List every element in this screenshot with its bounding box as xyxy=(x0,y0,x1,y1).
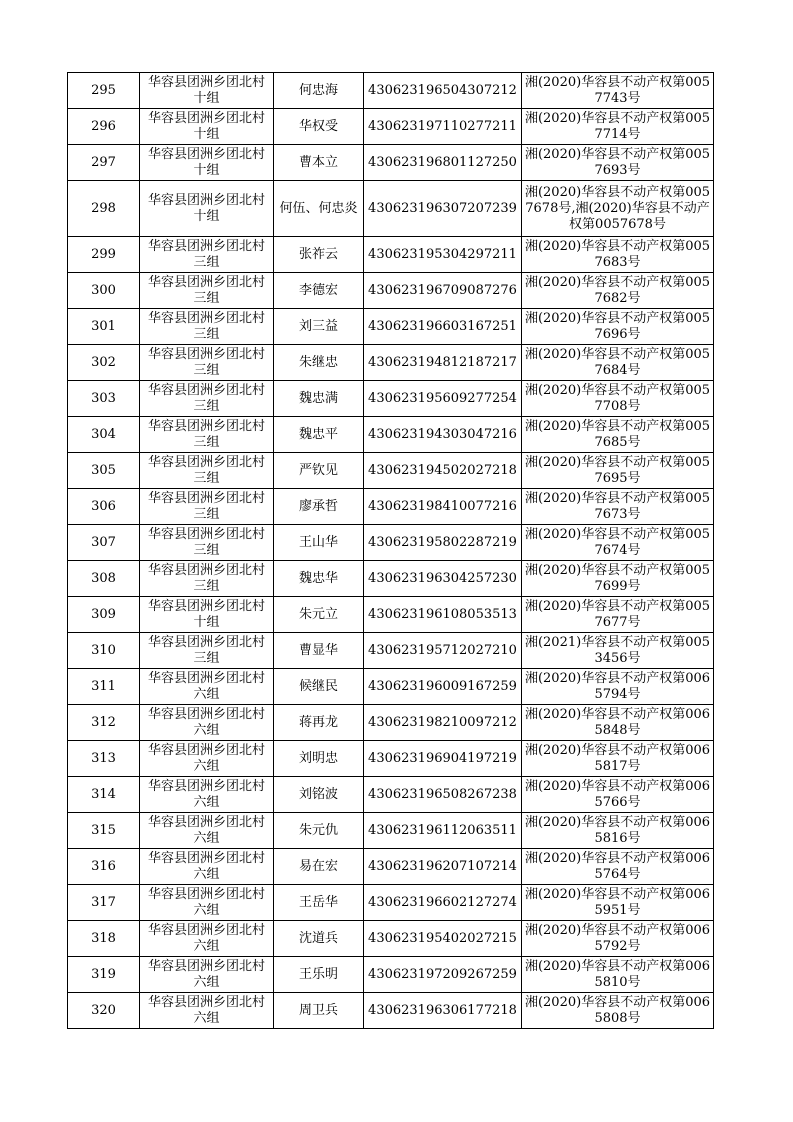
row-owner-name: 曹显华 xyxy=(274,633,364,669)
row-number: 312 xyxy=(68,705,140,741)
row-id-number: 430623195712027210 xyxy=(364,633,522,669)
row-owner-name: 朱元仇 xyxy=(274,813,364,849)
row-certificate-number: 湘(2020)华容县不动产权第0057708号 xyxy=(522,381,714,417)
row-id-number: 430623196904197219 xyxy=(364,741,522,777)
row-owner-name: 朱继忠 xyxy=(274,345,364,381)
row-owner-name: 魏忠华 xyxy=(274,561,364,597)
table-row xyxy=(68,741,714,777)
row-owner-name: 候继民 xyxy=(274,669,364,705)
row-address: 华容县团洲乡团北村三组 xyxy=(140,489,274,525)
row-address: 华容县团洲乡团北村三组 xyxy=(140,309,274,345)
row-id-number: 430623196603167251 xyxy=(364,309,522,345)
row-number: 316 xyxy=(68,849,140,885)
row-certificate-number: 湘(2020)华容县不动产权第0065816号 xyxy=(522,813,714,849)
row-address: 华容县团洲乡团北村六组 xyxy=(140,849,274,885)
row-certificate-number: 湘(2020)华容县不动产权第0065766号 xyxy=(522,777,714,813)
row-address: 华容县团洲乡团北村三组 xyxy=(140,237,274,273)
row-certificate-number: 湘(2020)华容县不动产权第0057677号 xyxy=(522,597,714,633)
row-certificate-number: 湘(2020)华容县不动产权第0057683号 xyxy=(522,237,714,273)
row-address: 华容县团洲乡团北村十组 xyxy=(140,109,274,145)
row-certificate-number: 湘(2020)华容县不动产权第0057685号 xyxy=(522,417,714,453)
row-certificate-number: 湘(2020)华容县不动产权第0065817号 xyxy=(522,741,714,777)
row-address: 华容县团洲乡团北村六组 xyxy=(140,777,274,813)
row-certificate-number: 湘(2020)华容县不动产权第0065951号 xyxy=(522,885,714,921)
table-row xyxy=(68,109,714,145)
row-number: 304 xyxy=(68,417,140,453)
row-address: 华容县团洲乡团北村三组 xyxy=(140,345,274,381)
row-certificate-number: 湘(2020)华容县不动产权第0057673号 xyxy=(522,489,714,525)
row-address: 华容县团洲乡团北村十组 xyxy=(140,597,274,633)
row-owner-name: 曹本立 xyxy=(274,145,364,181)
row-number: 305 xyxy=(68,453,140,489)
row-certificate-number: 湘(2020)华容县不动产权第0057743号 xyxy=(522,73,714,109)
table-row xyxy=(68,885,714,921)
row-address: 华容县团洲乡团北村六组 xyxy=(140,813,274,849)
table-row xyxy=(68,237,714,273)
row-address: 华容县团洲乡团北村三组 xyxy=(140,633,274,669)
row-owner-name: 严钦见 xyxy=(274,453,364,489)
table-row xyxy=(68,813,714,849)
row-id-number: 430623196602127274 xyxy=(364,885,522,921)
row-address: 华容县团洲乡团北村三组 xyxy=(140,561,274,597)
row-id-number: 430623196508267238 xyxy=(364,777,522,813)
row-number: 317 xyxy=(68,885,140,921)
row-certificate-number: 湘(2020)华容县不动产权第0057714号 xyxy=(522,109,714,145)
row-owner-name: 刘三益 xyxy=(274,309,364,345)
row-owner-name: 李德宏 xyxy=(274,273,364,309)
row-address: 华容县团洲乡团北村六组 xyxy=(140,705,274,741)
row-number: 309 xyxy=(68,597,140,633)
row-owner-name: 张祚云 xyxy=(274,237,364,273)
registry-table-body xyxy=(68,73,714,1029)
row-certificate-number: 湘(2020)华容县不动产权第0057674号 xyxy=(522,525,714,561)
row-address: 华容县团洲乡团北村六组 xyxy=(140,921,274,957)
table-row xyxy=(68,705,714,741)
row-number: 299 xyxy=(68,237,140,273)
row-owner-name: 华权受 xyxy=(274,109,364,145)
row-address: 华容县团洲乡团北村三组 xyxy=(140,525,274,561)
row-id-number: 430623195402027215 xyxy=(364,921,522,957)
table-row xyxy=(68,181,714,237)
row-number: 307 xyxy=(68,525,140,561)
row-number: 314 xyxy=(68,777,140,813)
table-row xyxy=(68,525,714,561)
row-number: 301 xyxy=(68,309,140,345)
row-certificate-number: 湘(2020)华容县不动产权第0065810号 xyxy=(522,957,714,993)
row-certificate-number: 湘(2020)华容县不动产权第0057684号 xyxy=(522,345,714,381)
row-number: 319 xyxy=(68,957,140,993)
row-number: 315 xyxy=(68,813,140,849)
row-id-number: 430623194812187217 xyxy=(364,345,522,381)
row-address: 华容县团洲乡团北村三组 xyxy=(140,453,274,489)
row-number: 296 xyxy=(68,109,140,145)
row-owner-name: 朱元立 xyxy=(274,597,364,633)
table-row xyxy=(68,597,714,633)
row-address: 华容县团洲乡团北村六组 xyxy=(140,741,274,777)
table-row xyxy=(68,633,714,669)
row-address: 华容县团洲乡团北村十组 xyxy=(140,145,274,181)
row-owner-name: 廖承哲 xyxy=(274,489,364,525)
table-row xyxy=(68,273,714,309)
row-number: 310 xyxy=(68,633,140,669)
row-address: 华容县团洲乡团北村六组 xyxy=(140,993,274,1029)
row-address: 华容县团洲乡团北村六组 xyxy=(140,957,274,993)
row-certificate-number: 湘(2021)华容县不动产权第0053456号 xyxy=(522,633,714,669)
row-id-number: 430623195802287219 xyxy=(364,525,522,561)
row-number: 308 xyxy=(68,561,140,597)
row-owner-name: 王山华 xyxy=(274,525,364,561)
row-number: 302 xyxy=(68,345,140,381)
row-id-number: 430623196306177218 xyxy=(364,993,522,1029)
row-owner-name: 魏忠满 xyxy=(274,381,364,417)
row-owner-name: 蒋再龙 xyxy=(274,705,364,741)
row-number: 306 xyxy=(68,489,140,525)
table-row xyxy=(68,921,714,957)
row-number: 297 xyxy=(68,145,140,181)
row-id-number: 430623196801127250 xyxy=(364,145,522,181)
row-certificate-number: 湘(2020)华容县不动产权第0065848号 xyxy=(522,705,714,741)
table-row xyxy=(68,309,714,345)
row-certificate-number: 湘(2020)华容县不动产权第0065794号 xyxy=(522,669,714,705)
table-row xyxy=(68,145,714,181)
row-id-number: 430623196207107214 xyxy=(364,849,522,885)
table-row xyxy=(68,849,714,885)
row-number: 295 xyxy=(68,73,140,109)
table-row xyxy=(68,345,714,381)
row-id-number: 430623198210097212 xyxy=(364,705,522,741)
row-certificate-number: 湘(2020)华容县不动产权第0065792号 xyxy=(522,921,714,957)
row-id-number: 430623196709087276 xyxy=(364,273,522,309)
table-row xyxy=(68,957,714,993)
row-certificate-number: 湘(2020)华容县不动产权第0057678号,湘(2020)华容县不动产权第0057678号 xyxy=(522,181,714,237)
table-row xyxy=(68,381,714,417)
row-id-number: 430623196307207239 xyxy=(364,181,522,237)
table-row xyxy=(68,73,714,109)
row-owner-name: 周卫兵 xyxy=(274,993,364,1029)
table-row xyxy=(68,561,714,597)
row-number: 318 xyxy=(68,921,140,957)
row-id-number: 430623197209267259 xyxy=(364,957,522,993)
row-address: 华容县团洲乡团北村十组 xyxy=(140,181,274,237)
row-address: 华容县团洲乡团北村十组 xyxy=(140,73,274,109)
row-number: 311 xyxy=(68,669,140,705)
row-owner-name: 刘明忠 xyxy=(274,741,364,777)
row-owner-name: 何伍、何忠炎 xyxy=(274,181,364,237)
table-row xyxy=(68,417,714,453)
registry-table xyxy=(67,72,714,1029)
row-certificate-number: 湘(2020)华容县不动产权第0057696号 xyxy=(522,309,714,345)
row-owner-name: 何忠海 xyxy=(274,73,364,109)
row-number: 298 xyxy=(68,181,140,237)
row-id-number: 430623194303047216 xyxy=(364,417,522,453)
row-certificate-number: 湘(2020)华容县不动产权第0057695号 xyxy=(522,453,714,489)
row-address: 华容县团洲乡团北村三组 xyxy=(140,381,274,417)
row-address: 华容县团洲乡团北村六组 xyxy=(140,885,274,921)
row-certificate-number: 湘(2020)华容县不动产权第0065764号 xyxy=(522,849,714,885)
row-id-number: 430623196009167259 xyxy=(364,669,522,705)
row-number: 313 xyxy=(68,741,140,777)
table-row xyxy=(68,993,714,1029)
row-number: 300 xyxy=(68,273,140,309)
row-id-number: 430623196304257230 xyxy=(364,561,522,597)
row-address: 华容县团洲乡团北村三组 xyxy=(140,273,274,309)
row-number: 320 xyxy=(68,993,140,1029)
row-address: 华容县团洲乡团北村六组 xyxy=(140,669,274,705)
table-row xyxy=(68,669,714,705)
table-row xyxy=(68,453,714,489)
row-certificate-number: 湘(2020)华容县不动产权第0057682号 xyxy=(522,273,714,309)
row-owner-name: 刘铭波 xyxy=(274,777,364,813)
row-certificate-number: 湘(2020)华容县不动产权第0057699号 xyxy=(522,561,714,597)
row-number: 303 xyxy=(68,381,140,417)
row-id-number: 430623198410077216 xyxy=(364,489,522,525)
row-certificate-number: 湘(2020)华容县不动产权第0057693号 xyxy=(522,145,714,181)
row-id-number: 430623194502027218 xyxy=(364,453,522,489)
table-row xyxy=(68,777,714,813)
table-row xyxy=(68,489,714,525)
row-id-number: 430623196504307212 xyxy=(364,73,522,109)
row-owner-name: 沈道兵 xyxy=(274,921,364,957)
row-owner-name: 王岳华 xyxy=(274,885,364,921)
row-owner-name: 易在宏 xyxy=(274,849,364,885)
row-owner-name: 魏忠平 xyxy=(274,417,364,453)
row-address: 华容县团洲乡团北村三组 xyxy=(140,417,274,453)
row-id-number: 430623195304297211 xyxy=(364,237,522,273)
row-owner-name: 王乐明 xyxy=(274,957,364,993)
row-id-number: 430623197110277211 xyxy=(364,109,522,145)
row-certificate-number: 湘(2020)华容县不动产权第0065808号 xyxy=(522,993,714,1029)
row-id-number: 430623196108053513 xyxy=(364,597,522,633)
row-id-number: 430623196112063511 xyxy=(364,813,522,849)
row-id-number: 430623195609277254 xyxy=(364,381,522,417)
